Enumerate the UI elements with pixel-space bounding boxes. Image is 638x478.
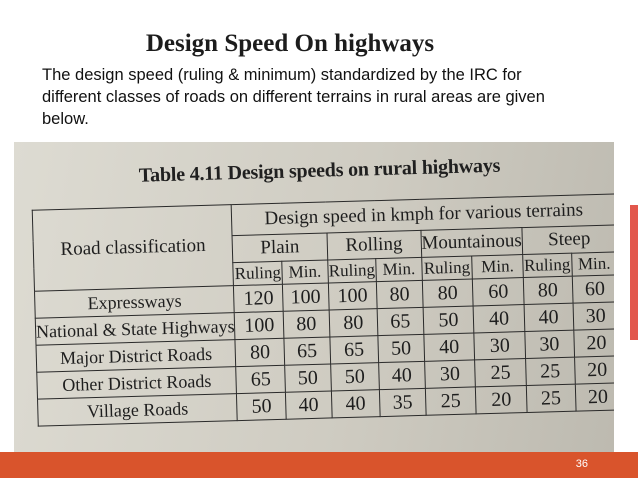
- speed-cell: 35: [380, 388, 426, 416]
- speed-cell: 40: [423, 333, 474, 361]
- speed-cell: 40: [473, 305, 524, 333]
- speed-cell: 80: [329, 309, 378, 337]
- speed-cell: 60: [473, 278, 524, 306]
- header-design-speed: Design speed in kmph for various terrains: [232, 194, 614, 236]
- speed-cell: 65: [236, 365, 285, 393]
- speed-cell: 50: [423, 306, 474, 334]
- speed-cell: 25: [475, 359, 526, 387]
- slide-title: Design Speed On highways: [145, 30, 435, 57]
- subheader-cell: Ruling: [327, 259, 376, 283]
- speed-cell: 40: [524, 303, 573, 331]
- header-terrain-plain: Plain: [232, 233, 327, 263]
- speed-cell: 65: [329, 336, 378, 364]
- header-terrain-rolling: Rolling: [327, 230, 422, 260]
- speed-cell: 80: [377, 280, 423, 308]
- speed-cell: 80: [523, 276, 572, 304]
- road-class-cell: Major District Roads: [36, 340, 236, 373]
- speed-cell: 30: [573, 302, 614, 330]
- speed-cell: 60: [572, 275, 614, 303]
- speed-cell: 30: [474, 332, 525, 360]
- speed-cell: 25: [525, 357, 574, 385]
- speed-cell: 30: [525, 330, 574, 358]
- speed-cell: 25: [526, 384, 575, 412]
- road-class-cell: National & State Highways: [35, 313, 235, 346]
- table-photo-content: [22, 142, 614, 452]
- subheader-cell: Ruling: [421, 256, 472, 280]
- speed-cell: 65: [284, 337, 330, 365]
- header-terrain-mountainous: Mountainous: [421, 228, 523, 258]
- speed-cell: 65: [377, 307, 423, 335]
- table-caption: Table 4.11 Design speeds on rural highways: [138, 154, 501, 187]
- road-class-cell: Expressways: [35, 286, 235, 319]
- speed-cell: 100: [282, 283, 328, 311]
- footer-bar: [0, 452, 638, 478]
- table-photo: [14, 142, 614, 452]
- speed-cell: 50: [237, 392, 286, 420]
- speed-cell: 30: [424, 360, 475, 388]
- speed-cell: 80: [283, 310, 329, 338]
- subheader-cell: Min.: [571, 252, 614, 276]
- subheader-cell: Min.: [376, 257, 422, 281]
- speed-cell: 80: [235, 338, 284, 366]
- speed-cell: 50: [378, 334, 424, 362]
- speed-cell: 100: [328, 282, 377, 310]
- design-speed-table: [32, 193, 614, 426]
- subheader-cell: Ruling: [523, 253, 572, 277]
- subheader-cell: Ruling: [233, 261, 282, 285]
- page-number: 36: [575, 458, 588, 470]
- speed-cell: 40: [286, 391, 332, 419]
- accent-bar: [630, 205, 638, 340]
- subheader-cell: Min.: [282, 260, 328, 284]
- slide-body-text: The design speed (ruling & minimum) standardized by the IRC for different classes of roads on different terrains in rural areas are given below.: [42, 66, 545, 128]
- speed-cell: 40: [331, 390, 380, 418]
- header-road-classification: Road classification: [32, 205, 234, 292]
- speed-cell: 20: [573, 329, 614, 357]
- speed-cell: 50: [285, 364, 331, 392]
- speed-cell: 25: [425, 387, 476, 415]
- speed-cell: 40: [379, 361, 425, 389]
- speed-cell: 20: [476, 386, 527, 414]
- speed-cell: 20: [574, 356, 614, 384]
- speed-cell: 80: [422, 279, 473, 307]
- road-class-cell: Other District Roads: [37, 367, 237, 400]
- subheader-cell: Min.: [472, 255, 523, 279]
- road-class-cell: Village Roads: [38, 394, 238, 427]
- speed-cell: 100: [235, 311, 284, 339]
- header-terrain-steep: Steep: [522, 225, 614, 255]
- speed-cell: 20: [575, 383, 614, 411]
- speed-cell: 120: [234, 284, 283, 312]
- speed-cell: 50: [330, 363, 379, 391]
